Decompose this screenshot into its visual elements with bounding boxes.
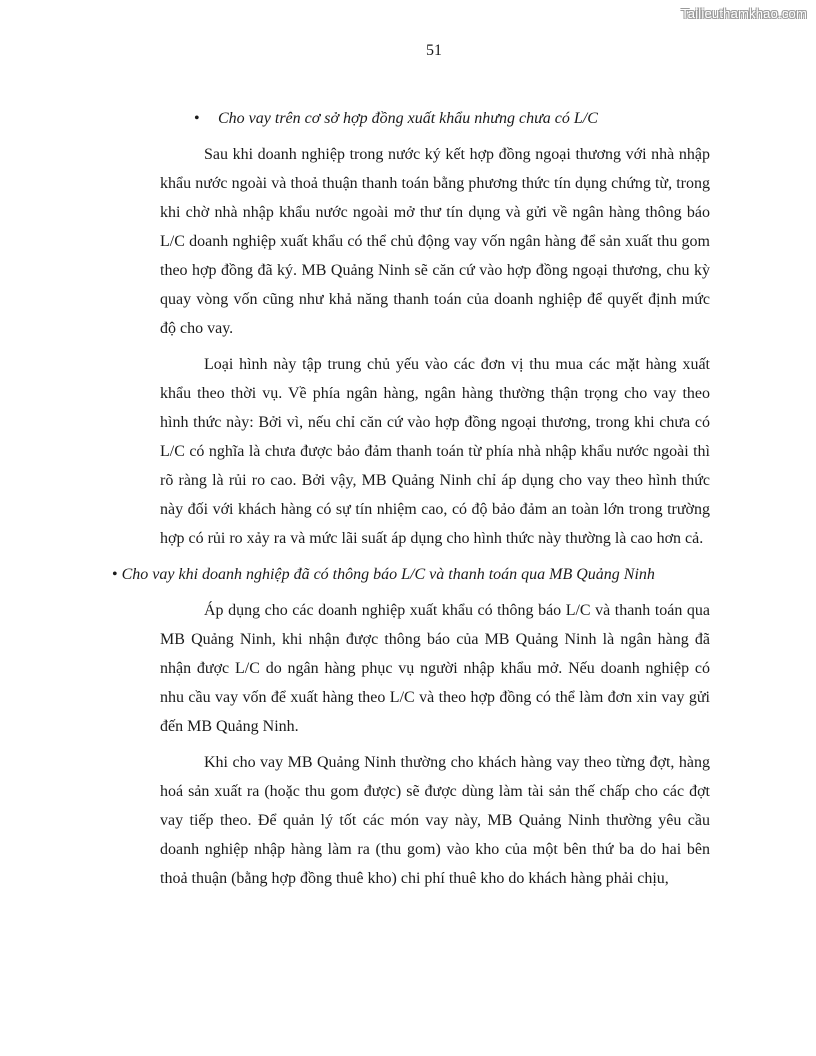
paragraph: Loại hình này tập trung chủ yếu vào các đơn vị thu mua các mặt hàng xuất khẩu theo thời vụ. Về phía ngân hàng, ngân hàng thường thận trọng cho vay theo hình thức này: Bởi vì, nếu chỉ căn cứ vào hợp đồng ngoại thương, trong khi chưa có L/C có nghĩa là chưa được bảo đảm thanh toán từ phía nhà nhập khẩu nước ngoài thì rõ ràng là rủi ro cao. Bởi vậy, MB Quảng Ninh chỉ áp dụng cho vay theo hình thức này đối với khách hàng có sự tín nhiệm cao, có độ bảo đảm an toàn lớn trong trường hợp có rủi ro xảy ra và mức lãi suất áp dụng cho hình thức này thường là cao hơn cả. [160,356,710,547]
paragraph: Khi cho vay MB Quảng Ninh thường cho khách hàng vay theo từng đợt, hàng hoá sản xuất ra (hoặc thu gom được) sẽ được dùng làm tài sản thế chấp cho các đợt vay tiếp theo. Để quản lý tốt các món vay này, MB Quảng Ninh thường yêu cầu doanh nghiệp nhập hàng làm ra (thu gom) vào kho của một bên thứ ba do hai bên thoả thuận (bằng hợp đồng thuê kho) chi phí thuê kho do khách hàng phải chịu, [160,754,710,887]
bullet-dot-icon: • [194,110,200,127]
watermark: Tailieuthamkhao.com [681,6,807,21]
page-number: 51 [426,42,442,59]
bullet-heading-1 [160,104,710,133]
paragraph: Áp dụng cho các doanh nghiệp xuất khẩu có thông báo L/C và thanh toán qua MB Quảng Ninh, khi nhận được thông báo của MB Quảng Ninh là ngân hàng đã nhận được L/C do ngân hàng phục vụ người nhập khẩu mở. Nếu doanh nghiệp có nhu cầu vay vốn để xuất hàng theo L/C và theo hợp đồng có thể làm đơn xin vay gửi đến MB Quảng Ninh. [160,602,710,735]
bullet-heading-text [112,566,655,583]
bullet-heading-2 [112,560,710,589]
bullet-heading-body: Cho vay khi doanh nghiệp đã có thông báo L/C và thanh toán qua MB Quảng Ninh [121,566,655,583]
document-body [112,104,710,900]
paragraph: Sau khi doanh nghiệp trong nước ký kết hợp đồng ngoại thương với nhà nhập khẩu nước ngoài và thoả thuận thanh toán bằng phương thức tín dụng chứng từ, trong khi chờ nhà nhập khẩu nước ngoài mở thư tín dụng và gửi về ngân hàng thông báo L/C doanh nghiệp xuất khẩu có thể chủ động vay vốn ngân hàng để sản xuất thu gom theo hợp đồng đã ký. MB Quảng Ninh sẽ căn cứ vào hợp đồng ngoại thương, chu kỳ quay vòng vốn cũng như khả năng thanh toán của doanh nghiệp để quyết định mức độ cho vay. [160,146,710,337]
bullet-dot-icon: • [112,566,122,583]
bullet-heading-text: Cho vay trên cơ sở hợp đồng xuất khẩu nhưng chưa có L/C [218,110,598,127]
